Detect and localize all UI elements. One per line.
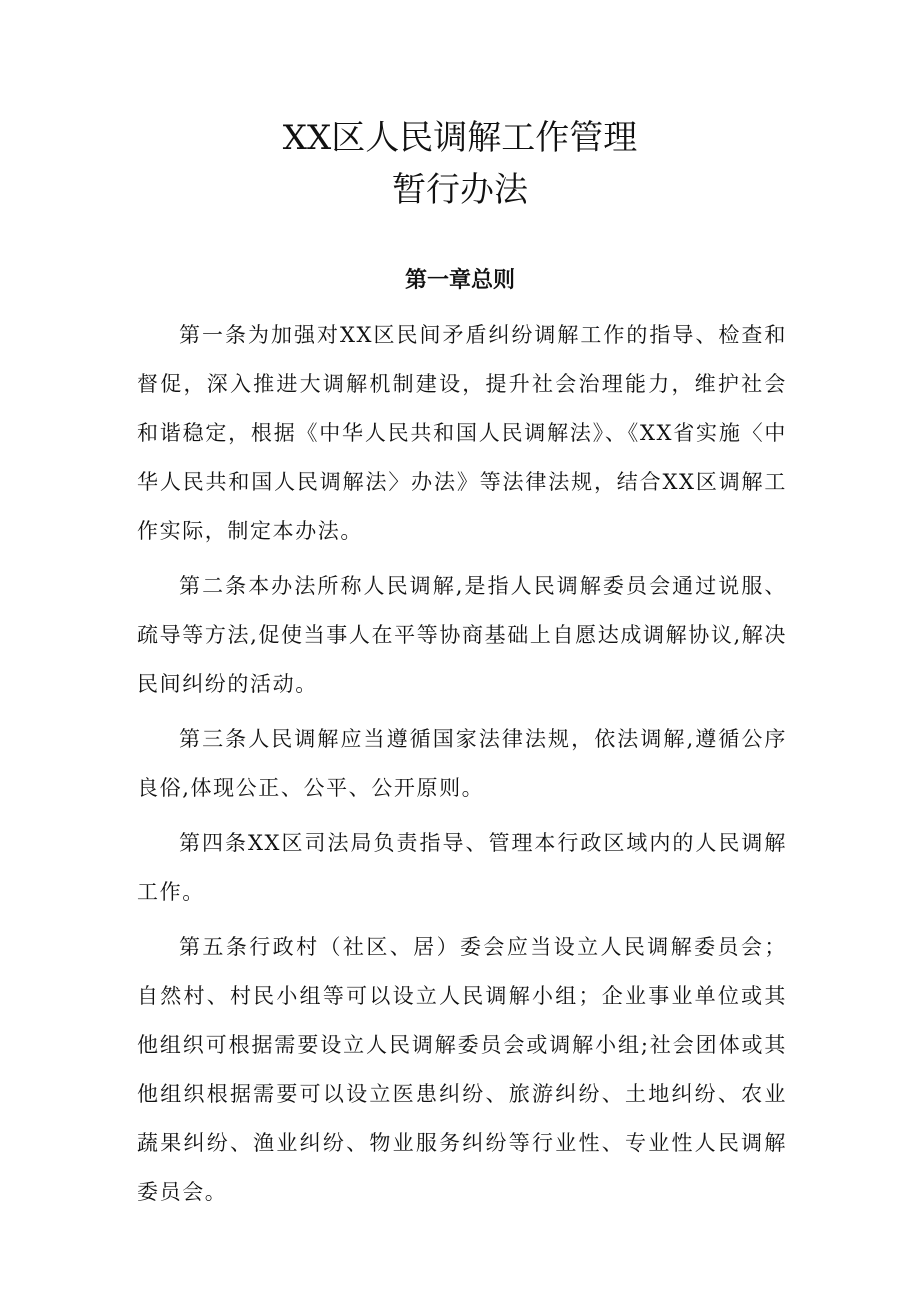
document-title-line-1: XX区人民调解工作管理 [282, 118, 638, 158]
article-1-paragraph: 第一条为加强对XX区民间矛盾纠纷调解工作的指导、检查和督促，深入推进大调解机制建设，提升社会治理能力，维护社会和谐稳定，根据《中华人民共和国人民调解法》、《XX省实施〈中华人民共和国人民调解法〉办法》等法律法规，结合XX区调解工作实际，制定本办法。 [137, 323, 787, 543]
document-title-line-2: 暂行办法 [392, 170, 528, 210]
chapter-heading: 第一章总则 [404, 268, 515, 293]
article-4-paragraph: 第四条XX区司法局负责指导、管理本行政区域内的人民调解工作。 [137, 831, 787, 904]
document-body [137, 311, 787, 1223]
article-5-paragraph: 第五条行政村（社区、居）委会应当设立人民调解委员会；自然村、村民小组等可以设立人民调解小组；企业事业单位或其他组织可根据需要设立人民调解委员会或调解小组;社会团体或其他组织根据需要可以设立医患纠纷、旅游纠纷、土地纠纷、农业蔬果纠纷、渔业纠纷、物业服务纠纷等行业性、专业性人民调解委员会。 [137, 935, 787, 1204]
article-2-paragraph: 第二条本办法所称人民调解,是指人民调解委员会通过说服、疏导等方法,促使当事人在平等协商基础上自愿达成调解协议,解决民间纠纷的活动。 [137, 574, 787, 696]
article-3-paragraph: 第三条人民调解应当遵循国家法律法规，依法调解,遵循公序良俗,体现公正、公平、公开原则。 [137, 727, 787, 800]
